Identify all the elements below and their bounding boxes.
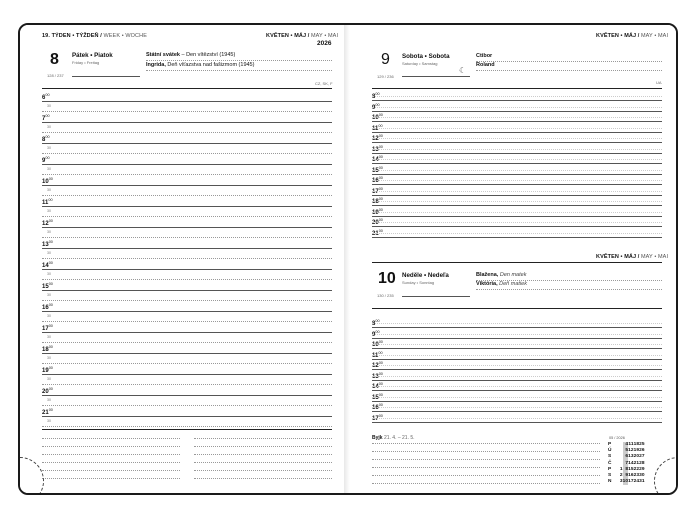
half-hour-label: 30 — [47, 209, 51, 213]
hour-line — [372, 132, 662, 133]
mini-calendar-day: 7 — [623, 461, 629, 467]
note-line — [42, 438, 180, 439]
hour-minutes: 00 — [378, 123, 383, 128]
hour-label: $15^{00}$ — [372, 165, 383, 174]
note-line — [372, 451, 600, 452]
week-header: 19. TÝDEN • TÝŽDEŇ / WEEK • WOCHE — [42, 33, 147, 39]
half-hour-line — [372, 397, 662, 398]
note-line — [42, 478, 180, 479]
day-name: Pátek • Piatok — [72, 52, 113, 59]
hour-line — [42, 164, 332, 165]
half-hour-line — [372, 117, 662, 118]
mini-calendar-day: 3 — [619, 479, 623, 485]
hour-line — [372, 327, 662, 328]
hour-minutes: 00 — [48, 282, 53, 286]
nameday-10-a: Blažena, Den matek — [476, 272, 527, 278]
hour-label: $18^{00}$ — [372, 197, 383, 205]
hour-minutes: 00 — [378, 361, 383, 365]
hour-minutes: 00 — [378, 197, 383, 201]
mini-calendar-day: 6 — [623, 454, 629, 460]
mini-calendar-day: 24 — [633, 479, 639, 485]
event-state-holiday: Státní svátek – Den vítězství (1945) — [146, 52, 236, 58]
day-number-9: 9 — [381, 51, 390, 68]
hour-line — [372, 401, 662, 402]
hour-line — [372, 142, 662, 143]
hour-label: $13^{00}$ — [372, 371, 383, 380]
half-hour-line — [372, 201, 662, 202]
hour-label: $14^{00}$ — [42, 261, 53, 269]
hour-minutes: 00 — [378, 218, 383, 222]
hour-label: $9^{00}$ — [372, 102, 380, 111]
mini-calendar-day: 25 — [639, 442, 645, 447]
mini-calendar-day: 29 — [639, 466, 645, 472]
hour-label: $8^{00}$ — [42, 135, 50, 143]
mini-calendar-day: 28 — [639, 460, 645, 466]
hour-minutes: 00 — [378, 176, 383, 180]
half-hour-line — [372, 344, 662, 345]
hour-label: $11^{00}$ — [372, 350, 383, 359]
hour-minutes: 00 — [375, 319, 380, 323]
hour-minutes: 00 — [48, 177, 53, 181]
mini-calendar-day: 15 — [628, 466, 634, 472]
hour-line — [372, 369, 662, 370]
planner-spread — [18, 23, 678, 495]
half-hour-label: 30 — [47, 335, 51, 339]
hour-line — [372, 338, 662, 339]
half-hour-label: 30 — [47, 293, 51, 297]
mini-calendar-day: 17 — [628, 479, 634, 485]
half-hour-label: 30 — [47, 251, 51, 255]
hour-label: $15^{00}$ — [372, 392, 383, 401]
hour-minutes: 00 — [48, 408, 53, 412]
hour-minutes: 00 — [378, 186, 383, 191]
event-nameday: Ingrida, Deň víťazstva nad fašizmom (1945) — [146, 62, 255, 68]
hour-line — [372, 411, 662, 412]
hour-minutes: 00 — [378, 207, 383, 212]
hour-minutes: 00 — [378, 371, 383, 376]
right-page — [350, 25, 676, 493]
note-line — [42, 446, 180, 447]
hour-line — [372, 100, 662, 101]
hour-line — [372, 237, 662, 238]
hour-minutes: 00 — [378, 382, 383, 386]
hour-minutes: 00 — [45, 114, 50, 118]
hour-line — [372, 348, 662, 349]
mini-calendar-day: 12 — [628, 448, 634, 454]
mini-calendar-weekday: S — [608, 473, 612, 479]
hour-minutes: 00 — [45, 135, 50, 139]
day-name-9: Sobota • Sobota — [402, 53, 450, 60]
hour-label: $6^{00}$ — [42, 93, 50, 101]
note-line — [42, 462, 180, 463]
nameday-10-b: Viktória, Deň matiek — [476, 281, 527, 287]
mini-calendar-day: 2 — [619, 473, 623, 479]
mini-calendar-day: 5 — [623, 448, 629, 454]
day-number: 8 — [50, 51, 59, 68]
hour-label: $10^{00}$ — [372, 113, 383, 121]
half-hour-label: 30 — [47, 377, 51, 381]
hour-minutes: 00 — [378, 228, 383, 233]
half-hour-line — [372, 323, 662, 324]
hour-line — [42, 143, 332, 144]
hour-minutes: 00 — [48, 261, 53, 265]
note-line — [42, 470, 180, 471]
hour-label: $13^{00}$ — [372, 144, 383, 153]
half-hour-line — [372, 212, 662, 213]
hour-line — [372, 111, 662, 112]
note-line — [194, 446, 332, 447]
hour-minutes: 00 — [48, 387, 53, 391]
hour-line — [42, 122, 332, 123]
hour-label: $7^{00}$ — [42, 114, 50, 122]
half-hour-line — [42, 111, 332, 112]
mini-calendar-day: 13 — [628, 454, 634, 460]
half-hour-line — [372, 96, 662, 97]
mini-calendar-day: 23 — [633, 473, 639, 479]
mini-calendar-weekday: Č — [608, 460, 612, 466]
nameday-9-b: Roland — [476, 62, 495, 68]
nameday-country-code-9: UA — [656, 80, 662, 85]
year-label: 2026 — [317, 40, 332, 47]
mini-calendar-day: 9 — [623, 473, 629, 479]
mini-calendar-day: 27 — [639, 454, 645, 460]
hour-minutes: 00 — [45, 156, 50, 160]
hour-line — [42, 227, 332, 228]
mini-calendar-day: 30 — [639, 473, 645, 479]
mini-calendar — [608, 442, 645, 485]
hour-line — [42, 101, 332, 102]
hour-label: $17^{00}$ — [372, 186, 383, 195]
month-header-right: KVĚTEN • MÁJ / MAY • MAI — [596, 33, 669, 39]
mini-calendar-day: 11 — [628, 442, 634, 447]
note-line — [372, 483, 600, 484]
mini-calendar-weekday: P — [608, 466, 612, 472]
hour-line — [372, 216, 662, 217]
note-line — [194, 438, 332, 439]
mini-calendar-day: 16 — [628, 473, 634, 479]
half-hour-line — [372, 191, 662, 192]
hour-line — [42, 353, 332, 354]
hour-line — [372, 422, 662, 423]
hour-label: $12^{00}$ — [42, 219, 53, 227]
day-number-10: 10 — [378, 270, 396, 287]
half-hour-line — [372, 386, 662, 387]
half-hour-line — [372, 180, 662, 181]
hour-label: $10^{00}$ — [372, 340, 383, 348]
hour-minutes: 00 — [378, 134, 383, 138]
half-hour-line — [42, 426, 332, 427]
mini-calendar-day: 8 — [623, 467, 629, 473]
hour-minutes: 00 — [378, 392, 383, 397]
day-name-sub: Friday • Freitag — [72, 60, 100, 65]
hour-label: $20^{00}$ — [42, 387, 53, 395]
day-counter: 128 / 237 — [47, 73, 64, 78]
hour-minutes: 00 — [378, 155, 383, 159]
hour-line — [372, 174, 662, 175]
half-hour-line — [42, 405, 332, 406]
hour-label: $19^{00}$ — [372, 207, 383, 216]
half-hour-line — [372, 376, 662, 377]
half-hour-line — [42, 174, 332, 175]
day-counter-10: 130 / 235 — [377, 293, 394, 298]
half-hour-line — [372, 233, 662, 234]
half-hour-label: 30 — [47, 104, 51, 108]
hour-line — [372, 121, 662, 122]
mini-calendar-day: 10 — [622, 479, 628, 485]
mini-calendar-weekday: P — [608, 442, 612, 447]
hour-label: $14^{00}$ — [372, 382, 383, 390]
hour-line — [372, 380, 662, 381]
hour-line — [42, 290, 332, 291]
note-line — [372, 467, 600, 468]
half-hour-line — [42, 258, 332, 259]
hour-label: $9^{00}$ — [372, 329, 380, 338]
hour-line — [42, 395, 332, 396]
hour-line — [42, 332, 332, 333]
hour-label: $16^{00}$ — [42, 303, 53, 311]
hour-minutes: 00 — [378, 403, 383, 407]
hour-minutes: 00 — [378, 165, 383, 170]
half-hour-line — [372, 407, 662, 408]
hour-label: $20^{00}$ — [372, 218, 383, 226]
hour-line — [372, 390, 662, 391]
hour-label: $17^{00}$ — [372, 413, 383, 422]
hour-label: $19^{00}$ — [42, 366, 53, 374]
hour-label: $21^{00}$ — [42, 408, 53, 416]
mini-calendar-day: 26 — [639, 448, 645, 454]
hour-minutes: 00 — [375, 92, 380, 96]
half-hour-label: 30 — [47, 272, 51, 276]
month-header: KVĚTEN • MÁJ / MAY • MAI — [266, 33, 339, 39]
hour-line — [372, 226, 662, 227]
day-counter-9: 129 / 236 — [377, 74, 394, 79]
half-hour-line — [42, 279, 332, 280]
half-hour-line — [42, 132, 332, 133]
mini-calendar-day: 21 — [633, 460, 639, 466]
hour-label: $13^{00}$ — [42, 240, 53, 248]
hour-minutes: 00 — [375, 102, 380, 107]
half-hour-label: 30 — [47, 188, 51, 192]
hour-line — [372, 184, 662, 185]
note-line — [194, 454, 332, 455]
hour-line — [42, 185, 332, 186]
half-hour-line — [372, 365, 662, 366]
hour-minutes: 00 — [378, 144, 383, 149]
half-hour-line — [42, 363, 332, 364]
half-hour-line — [42, 384, 332, 385]
half-hour-label: 30 — [47, 125, 51, 129]
hour-minutes: 00 — [45, 93, 50, 97]
hour-label: $17^{00}$ — [42, 324, 53, 332]
hour-minutes: 00 — [48, 240, 53, 244]
mini-calendar-weekday: Ú — [608, 448, 612, 454]
half-hour-line — [42, 237, 332, 238]
nameday-9-a: Ctibor — [476, 53, 493, 59]
mini-calendar-month: 05 / 2026 — [609, 436, 625, 440]
hour-label: $16^{00}$ — [372, 176, 383, 184]
half-hour-line — [42, 153, 332, 154]
note-line — [194, 462, 332, 463]
note-line — [372, 475, 600, 476]
hour-minutes: 00 — [48, 198, 53, 202]
month-header-right-2: KVĚTEN • MÁJ / MAY • MAI — [596, 254, 669, 260]
hour-line — [372, 359, 662, 360]
hour-label: $10^{00}$ — [42, 177, 53, 185]
hour-label: $9^{00}$ — [42, 156, 50, 164]
notes-label: Byjk 21. 4. – 21. 5. — [372, 435, 415, 441]
day-name-sub-10: Sunday • Sonntag — [402, 280, 435, 285]
hour-line — [42, 416, 332, 417]
half-hour-label: 30 — [47, 356, 51, 360]
moon-phase-icon: ☾ — [459, 66, 467, 75]
hour-minutes: 00 — [48, 345, 53, 349]
half-hour-label: 30 — [47, 146, 51, 150]
hour-line — [42, 269, 332, 270]
mini-calendar-day: 18 — [633, 442, 639, 447]
hour-minutes: 00 — [378, 413, 383, 418]
note-line — [194, 478, 332, 479]
hour-line — [372, 205, 662, 206]
half-hour-line — [372, 159, 662, 160]
hour-minutes: 00 — [378, 113, 383, 117]
half-hour-line — [372, 170, 662, 171]
half-hour-line — [372, 107, 662, 108]
note-line — [42, 454, 180, 455]
mini-calendar-weekday: N — [608, 479, 612, 485]
hour-minutes: 00 — [375, 329, 380, 334]
hour-minutes: 00 — [48, 324, 53, 328]
day-name-sub-9: Saturday • Samstag — [402, 61, 438, 66]
hour-label: $15^{00}$ — [42, 282, 53, 290]
half-hour-line — [372, 138, 662, 139]
mini-calendar-day: 14 — [628, 460, 634, 466]
hour-line — [372, 163, 662, 164]
hour-label: $12^{00}$ — [372, 361, 383, 369]
hour-line — [372, 195, 662, 196]
hour-label: $8^{00}$ — [372, 319, 380, 327]
half-hour-label: 30 — [47, 314, 51, 318]
note-line — [194, 470, 332, 471]
half-hour-line — [372, 128, 662, 129]
half-hour-label: 30 — [47, 230, 51, 234]
hour-minutes: 00 — [378, 350, 383, 355]
hour-line — [42, 374, 332, 375]
half-hour-label: 30 — [47, 419, 51, 423]
day-name-10: Neděle • Nedeľa — [402, 272, 449, 279]
half-hour-line — [42, 195, 332, 196]
mini-calendar-weekday: S — [608, 454, 612, 460]
mini-calendar-day: 31 — [639, 479, 645, 485]
nameday-country-code: CZ, SK, F — [315, 81, 333, 86]
half-hour-line — [42, 300, 332, 301]
half-hour-line — [372, 222, 662, 223]
hour-label: $14^{00}$ — [372, 155, 383, 163]
hour-minutes: 00 — [378, 340, 383, 344]
hour-minutes: 00 — [48, 303, 53, 307]
mini-calendar-row — [608, 479, 645, 485]
half-hour-line — [42, 216, 332, 217]
hour-line — [42, 206, 332, 207]
half-hour-label: 30 — [47, 398, 51, 402]
hour-label: $18^{00}$ — [42, 345, 53, 353]
half-hour-line — [372, 355, 662, 356]
mini-calendar-day: 4 — [623, 442, 629, 448]
mini-calendar-day: 19 — [633, 448, 639, 454]
hour-label: $11^{00}$ — [42, 198, 53, 206]
hour-line — [42, 248, 332, 249]
hour-label: $11^{00}$ — [372, 123, 383, 132]
hour-label: $21^{00}$ — [372, 228, 383, 237]
mini-calendar-day: 1 — [619, 466, 623, 472]
half-hour-label: 30 — [47, 167, 51, 171]
half-hour-line — [372, 149, 662, 150]
half-hour-line — [372, 334, 662, 335]
note-line — [372, 443, 600, 444]
hour-label: $16^{00}$ — [372, 403, 383, 411]
hour-line — [372, 153, 662, 154]
hour-label: $12^{00}$ — [372, 134, 383, 142]
note-line — [372, 459, 600, 460]
half-hour-line — [42, 321, 332, 322]
half-hour-line — [372, 418, 662, 419]
hour-minutes: 00 — [48, 219, 53, 223]
left-page — [20, 25, 346, 493]
hour-label: $8^{00}$ — [372, 92, 380, 100]
mini-calendar-day: 22 — [633, 466, 639, 472]
half-hour-line — [42, 342, 332, 343]
mini-calendar-day: 20 — [633, 454, 639, 460]
hour-minutes: 00 — [48, 366, 53, 370]
hour-line — [42, 311, 332, 312]
